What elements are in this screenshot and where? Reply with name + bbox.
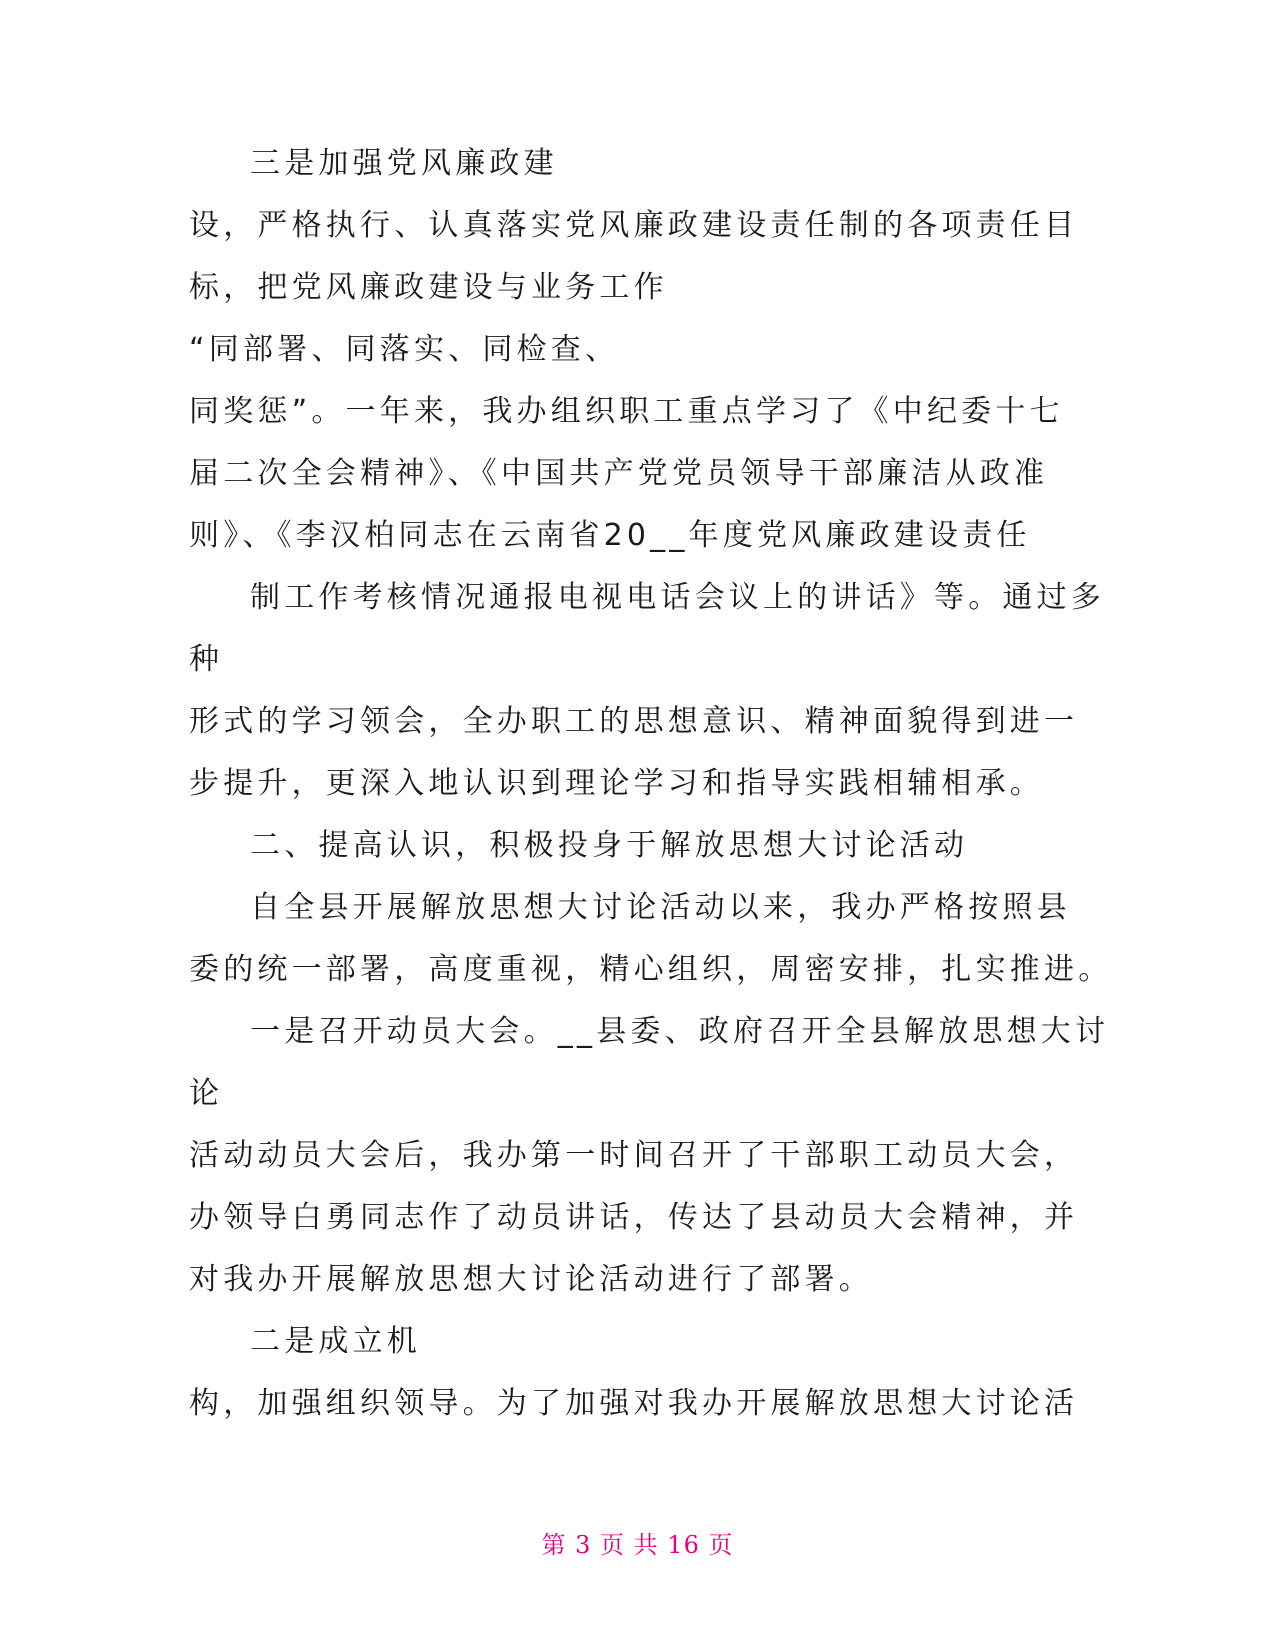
text-line: 构，加强组织领导。为了加强对我办开展解放思想大讨论活	[189, 1386, 1079, 1421]
text-line: 活动动员大会后，我办第一时间召开了干部职工动员大会，	[189, 1138, 1079, 1173]
text-line: 一是召开动员大会。__县委、政府召开全县解放思想大讨	[250, 1014, 1110, 1049]
text-line: 同奖惩”。一年来，我办组织职工重点学习了《中纪委十七	[189, 394, 1064, 429]
text-line: 制工作考核情况通报电视电话会议上的讲话》等。通过多	[250, 580, 1105, 615]
page-number-footer: 第 3 页 共 16 页	[541, 1531, 734, 1559]
text-line: 种	[189, 642, 224, 677]
text-line: “同部署、同落实、同检查、	[189, 332, 620, 367]
section-heading: 二、提高认识，积极投身于解放思想大讨论活动	[250, 828, 969, 863]
text-line: 二是成立机	[250, 1324, 421, 1359]
text-line: 步提升，更深入地认识到理论学习和指导实践相辅相承。	[189, 766, 1044, 801]
text-line: 委的统一部署，高度重视，精心组织，周密安排，扎实推进。	[189, 952, 1113, 987]
text-line: 自全县开展解放思想大讨论活动以来，我办严格按照县	[250, 890, 1071, 925]
text-line: 设，严格执行、认真落实党风廉政建设责任制的各项责任目	[189, 208, 1079, 243]
text-line: 对我办开展解放思想大讨论活动进行了部署。	[189, 1262, 873, 1297]
text-line: 办领导白勇同志作了动员讲话，传达了县动员大会精神，并	[189, 1200, 1079, 1235]
text-line: 三是加强党风廉政建	[250, 146, 558, 181]
text-line: 标，把党风廉政建设与业务工作	[189, 270, 668, 305]
text-line: 则》、《李汉柏同志在云南省20__年度党风廉政建设责任	[189, 518, 1031, 553]
text-line: 届二次全会精神》、《中国共产党党员领导干部廉洁从政准	[189, 456, 1049, 491]
text-line: 形式的学习领会，全办职工的思想意识、精神面貌得到进一	[189, 704, 1079, 739]
text-line: 论	[189, 1076, 224, 1111]
